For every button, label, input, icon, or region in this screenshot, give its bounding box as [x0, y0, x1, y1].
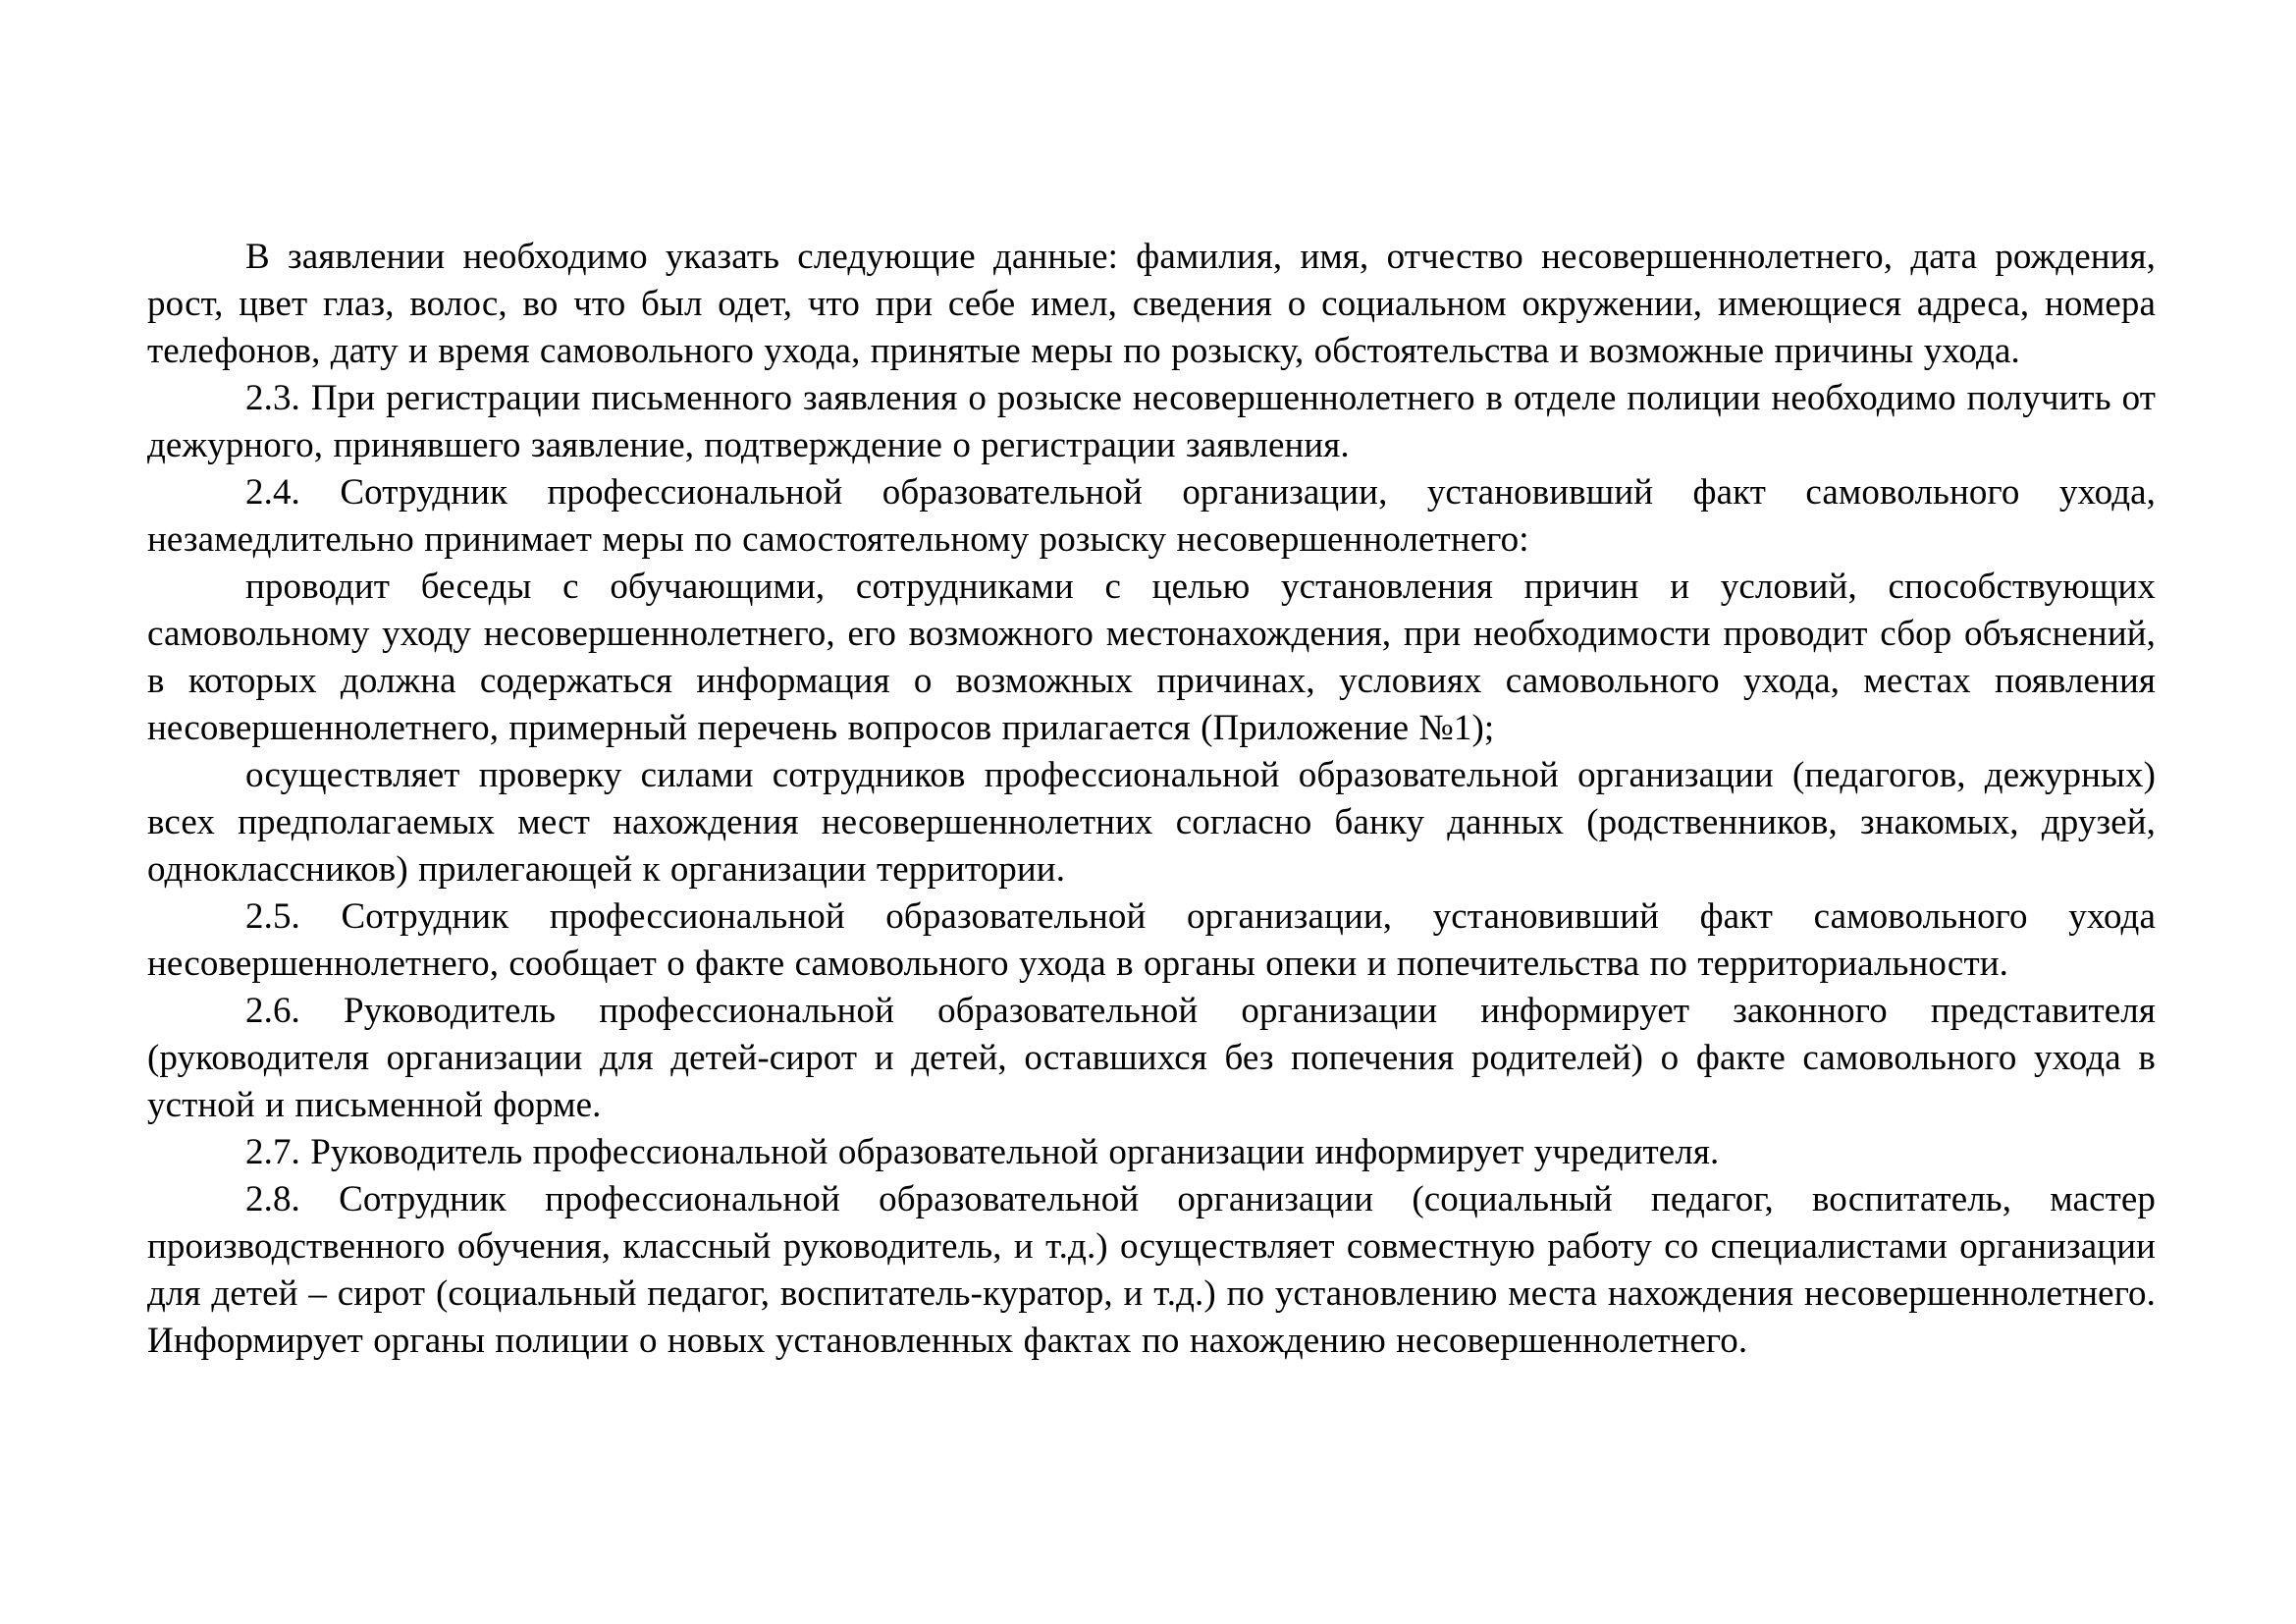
paragraph-clause-2-4-check: осуществляет проверку силами сотрудников профессиональной образовательной организации (педагогов, дежурных) всех предполагаемых мест нахождения несовершеннолетних согласно банку данных (родственников, знакомых, друзей, одноклассников) прилегающей к организации территории. — [147, 755, 2156, 890]
paragraph-clause-2-5: 2.5. Сотрудник профессиональной образовательной организации, установивший факт самовольного ухода несовершеннолетнего, сообщает о факте самовольного ухода в органы опеки и попечительства по территориальности. — [147, 896, 2156, 984]
paragraph-clause-2-4-interviews: проводит беседы с обучающими, сотрудниками с целью установления причин и условий, способствующих самовольному уходу несовершеннолетнего, его возможного местонахождения, при необходимости проводит сбор объяснений, в которых должна содержаться информация о возможных причинах, условиях самовольного ухода, местах появления несовершеннолетнего, примерный перечень вопросов прилагается (Приложение №1); — [147, 567, 2156, 748]
paragraph-clause-2-8: 2.8. Сотрудник профессиональной образовательной организации (социальный педагог, воспитатель, мастер производственного обучения, классный руководитель, и т.д.) осуществляет совместную работу со специалистами организации для детей – сирот (социальный педагог, воспитатель-куратор, и т.д.) по установлению места нахождения несовершеннолетнего. Информирует органы полиции о новых установленных фактах по нахождению несовершеннолетнего. — [147, 1179, 2156, 1361]
paragraph-clause-2-4: 2.4. Сотрудник профессиональной образовательной организации, установивший факт самовольного ухода, незамедлительно принимает меры по самостоятельному розыску несовершеннолетнего: — [147, 472, 2156, 560]
paragraph-clause-2-6: 2.6. Руководитель профессиональной образовательной организации информирует законного представителя (руководителя организации для детей-сирот и детей, оставшихся без попечения родителей) о факте самовольного ухода в устной и письменной форме. — [147, 991, 2156, 1125]
paragraph-clause-2-3: 2.3. При регистрации письменного заявления о розыске несовершеннолетнего в отделе полиции необходимо получить от дежурного, принявшего заявление, подтверждение о регистрации заявления. — [147, 378, 2156, 465]
paragraph-clause-2-7: 2.7. Руководитель профессиональной образовательной организации информирует учредителя. — [245, 1132, 1720, 1172]
document-text-block — [147, 234, 2156, 1365]
paragraph-intro-application-data: В заявлении необходимо указать следующие данные: фамилия, имя, отчество несовершеннолетнего, дата рождения, рост, цвет глаз, волос, во что был одет, что при себе имел, сведения о социальном окружении, имеющиеся адреса, номера телефонов, дату и время самовольного ухода, принятые меры по розыску, обстоятельства и возможные причины ухода. — [147, 237, 2156, 371]
